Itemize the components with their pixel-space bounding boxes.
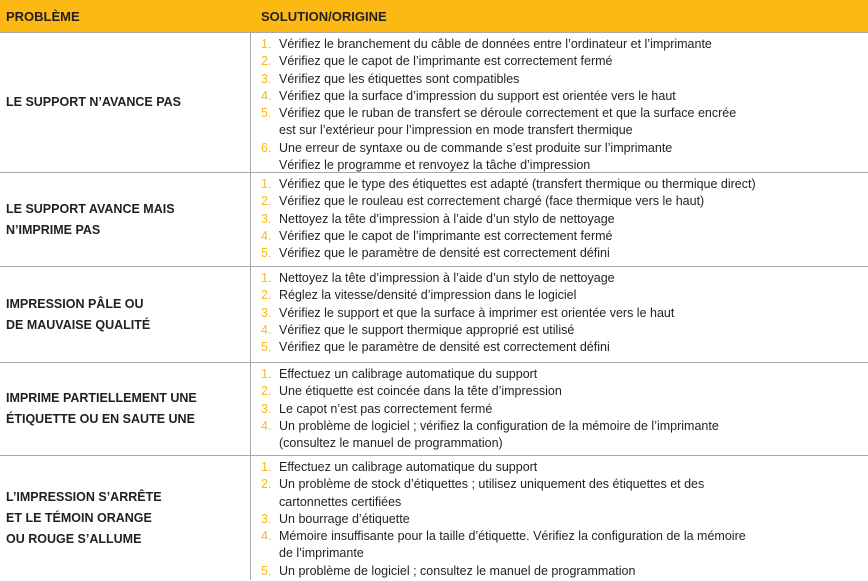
problem-cell (0, 33, 251, 172)
solution-number: 4. (261, 418, 272, 433)
solution-text: Effectuez un calibrage automatique du support (279, 460, 538, 474)
solution-number: 1. (261, 37, 272, 51)
solution-number: 6. (261, 140, 272, 155)
solution-number: 1. (261, 460, 272, 474)
solution-text: Vérifiez que le capot de l’imprimante est correctement fermé (279, 54, 613, 69)
solution-cell (251, 363, 868, 455)
solution-number: 4. (261, 228, 272, 243)
solution-text: Une erreur de syntaxe ou de commande s’est produite sur l’imprimante Vérifiez le programme et renvoyez la tâche d’impression (279, 140, 673, 173)
solution-text: Nettoyez la tête d’impression à l’aide d’un stylo de nettoyage (279, 211, 615, 226)
solution-text: Effectuez un calibrage automatique du support (279, 367, 538, 381)
solution-text: Vérifiez que les étiquettes sont compatibles (279, 71, 520, 86)
header-solution: SOLUTION/ORIGINE (261, 8, 387, 24)
solution-item (261, 71, 868, 88)
solution-number: 3. (261, 401, 272, 416)
solution-cell (251, 456, 868, 580)
table-row (0, 363, 868, 456)
solution-item (261, 401, 868, 418)
solution-text: Vérifiez que le support thermique approprié est utilisé (279, 322, 575, 337)
solution-number: 5. (261, 340, 272, 355)
problem-cell (0, 267, 251, 362)
solution-number: 2. (261, 194, 272, 209)
solution-item (261, 36, 868, 53)
solution-item (261, 383, 868, 400)
solution-text: Un problème de stock d’étiquettes ; utilisez uniquement des étiquettes et des cartonnettes certifiées (279, 477, 705, 509)
solution-cell (251, 33, 868, 172)
solution-number: 3. (261, 305, 272, 320)
solution-item (261, 270, 868, 287)
problem-line: ET LE TÉMOIN ORANGE (6, 510, 152, 525)
solution-number: 5. (261, 246, 272, 261)
problem-cell (0, 456, 251, 580)
solution-text: Réglez la vitesse/densité d’impression dans le logiciel (279, 288, 577, 303)
solution-item (261, 287, 868, 304)
solution-text: Un problème de logiciel ; vérifiez la configuration de la mémoire de l’imprimante (consultez le manuel de programmation) (279, 418, 719, 451)
solution-item (261, 193, 868, 210)
solution-number: 5. (261, 563, 272, 578)
solution-text: Le capot n’est pas correctement fermé (279, 401, 493, 416)
solution-item (261, 53, 868, 70)
solution-number: 5. (261, 106, 272, 121)
solution-item (261, 528, 868, 563)
solution-number: 3. (261, 511, 272, 526)
solution-item (261, 459, 868, 476)
solution-text: Vérifiez que le type des étiquettes est adapté (transfert thermique ou thermique direct) (279, 177, 756, 191)
problem-line: LE SUPPORT AVANCE MAIS (6, 201, 175, 216)
solution-text: Vérifiez le branchement du câble de données entre l’ordinateur et l’imprimante (279, 37, 712, 51)
problem-line: N’IMPRIME PAS (6, 222, 101, 237)
problem-line: IMPRIME PARTIELLEMENT UNE (6, 391, 197, 405)
table-body (0, 32, 868, 580)
solution-text: Un problème de logiciel ; consultez le manuel de programmation (279, 563, 636, 578)
problem-line: ÉTIQUETTE OU EN SAUTE UNE (6, 412, 195, 426)
solution-item (261, 305, 868, 322)
solution-text: Vérifiez que le capot de l’imprimante est correctement fermé (279, 228, 613, 243)
table-row (0, 32, 868, 173)
solution-number: 1. (261, 177, 272, 191)
solution-number: 4. (261, 322, 272, 337)
solution-item (261, 228, 868, 245)
problem-line: L’IMPRESSION S’ARRÊTE (6, 489, 162, 504)
problem-cell (0, 363, 251, 455)
solution-number: 2. (261, 288, 272, 303)
solution-text: Une étiquette est coincée dans la tête d’impression (279, 384, 562, 399)
solution-item (261, 245, 868, 262)
solution-cell (251, 173, 868, 266)
solution-item (261, 339, 868, 356)
table-header (0, 0, 868, 32)
solution-item (261, 366, 868, 383)
problem-cell (0, 173, 251, 266)
solution-text: Mémoire insuffisante pour la taille d’étiquette. Vérifiez la configuration de la mémoire de l’imprimante (279, 529, 746, 561)
solution-item (261, 211, 868, 228)
header-problem: PROBLÈME (6, 8, 80, 24)
problem-line: IMPRESSION PÂLE OU (6, 296, 144, 311)
problem-line: LE SUPPORT N’AVANCE PAS (6, 95, 182, 109)
solution-number: 2. (261, 384, 272, 399)
solution-item (261, 105, 868, 140)
solution-item (261, 176, 868, 193)
solution-text: Vérifiez que le ruban de transfert se déroule correctement et que la surface encrée est sur l’extérieur pour l’impression en mode transfert thermique (279, 106, 737, 138)
solution-item (261, 88, 868, 105)
solution-item (261, 511, 868, 528)
solution-text: Vérifiez que le rouleau est correctement chargé (face thermique vers le haut) (279, 194, 705, 209)
table-row (0, 173, 868, 267)
solution-number: 1. (261, 367, 272, 381)
problem-line: DE MAUVAISE QUALITÉ (6, 317, 151, 332)
solution-item (261, 322, 868, 339)
solution-text: Un bourrage d’étiquette (279, 511, 410, 526)
table-row (0, 267, 868, 363)
solution-text: Vérifiez que le paramètre de densité est correctement défini (279, 246, 610, 261)
solution-item (261, 476, 868, 511)
solution-text: Vérifiez le support et que la surface à imprimer est orientée vers le haut (279, 305, 675, 320)
solution-item (261, 418, 868, 453)
solution-number: 2. (261, 477, 272, 492)
solution-number: 3. (261, 71, 272, 86)
solution-item (261, 140, 868, 175)
solution-number: 4. (261, 529, 272, 544)
solution-number: 1. (261, 271, 272, 285)
solution-text: Nettoyez la tête d’impression à l’aide d’un stylo de nettoyage (279, 271, 615, 285)
solution-number: 3. (261, 211, 272, 226)
solution-cell (251, 267, 868, 362)
solution-text: Vérifiez que le paramètre de densité est correctement défini (279, 340, 610, 355)
table-row (0, 456, 868, 580)
solution-number: 4. (261, 88, 272, 103)
solution-text: Vérifiez que la surface d’impression du support est orientée vers le haut (279, 88, 676, 103)
solution-number: 2. (261, 54, 272, 69)
solution-item (261, 563, 868, 580)
problem-line: OU ROUGE S’ALLUME (6, 531, 142, 546)
